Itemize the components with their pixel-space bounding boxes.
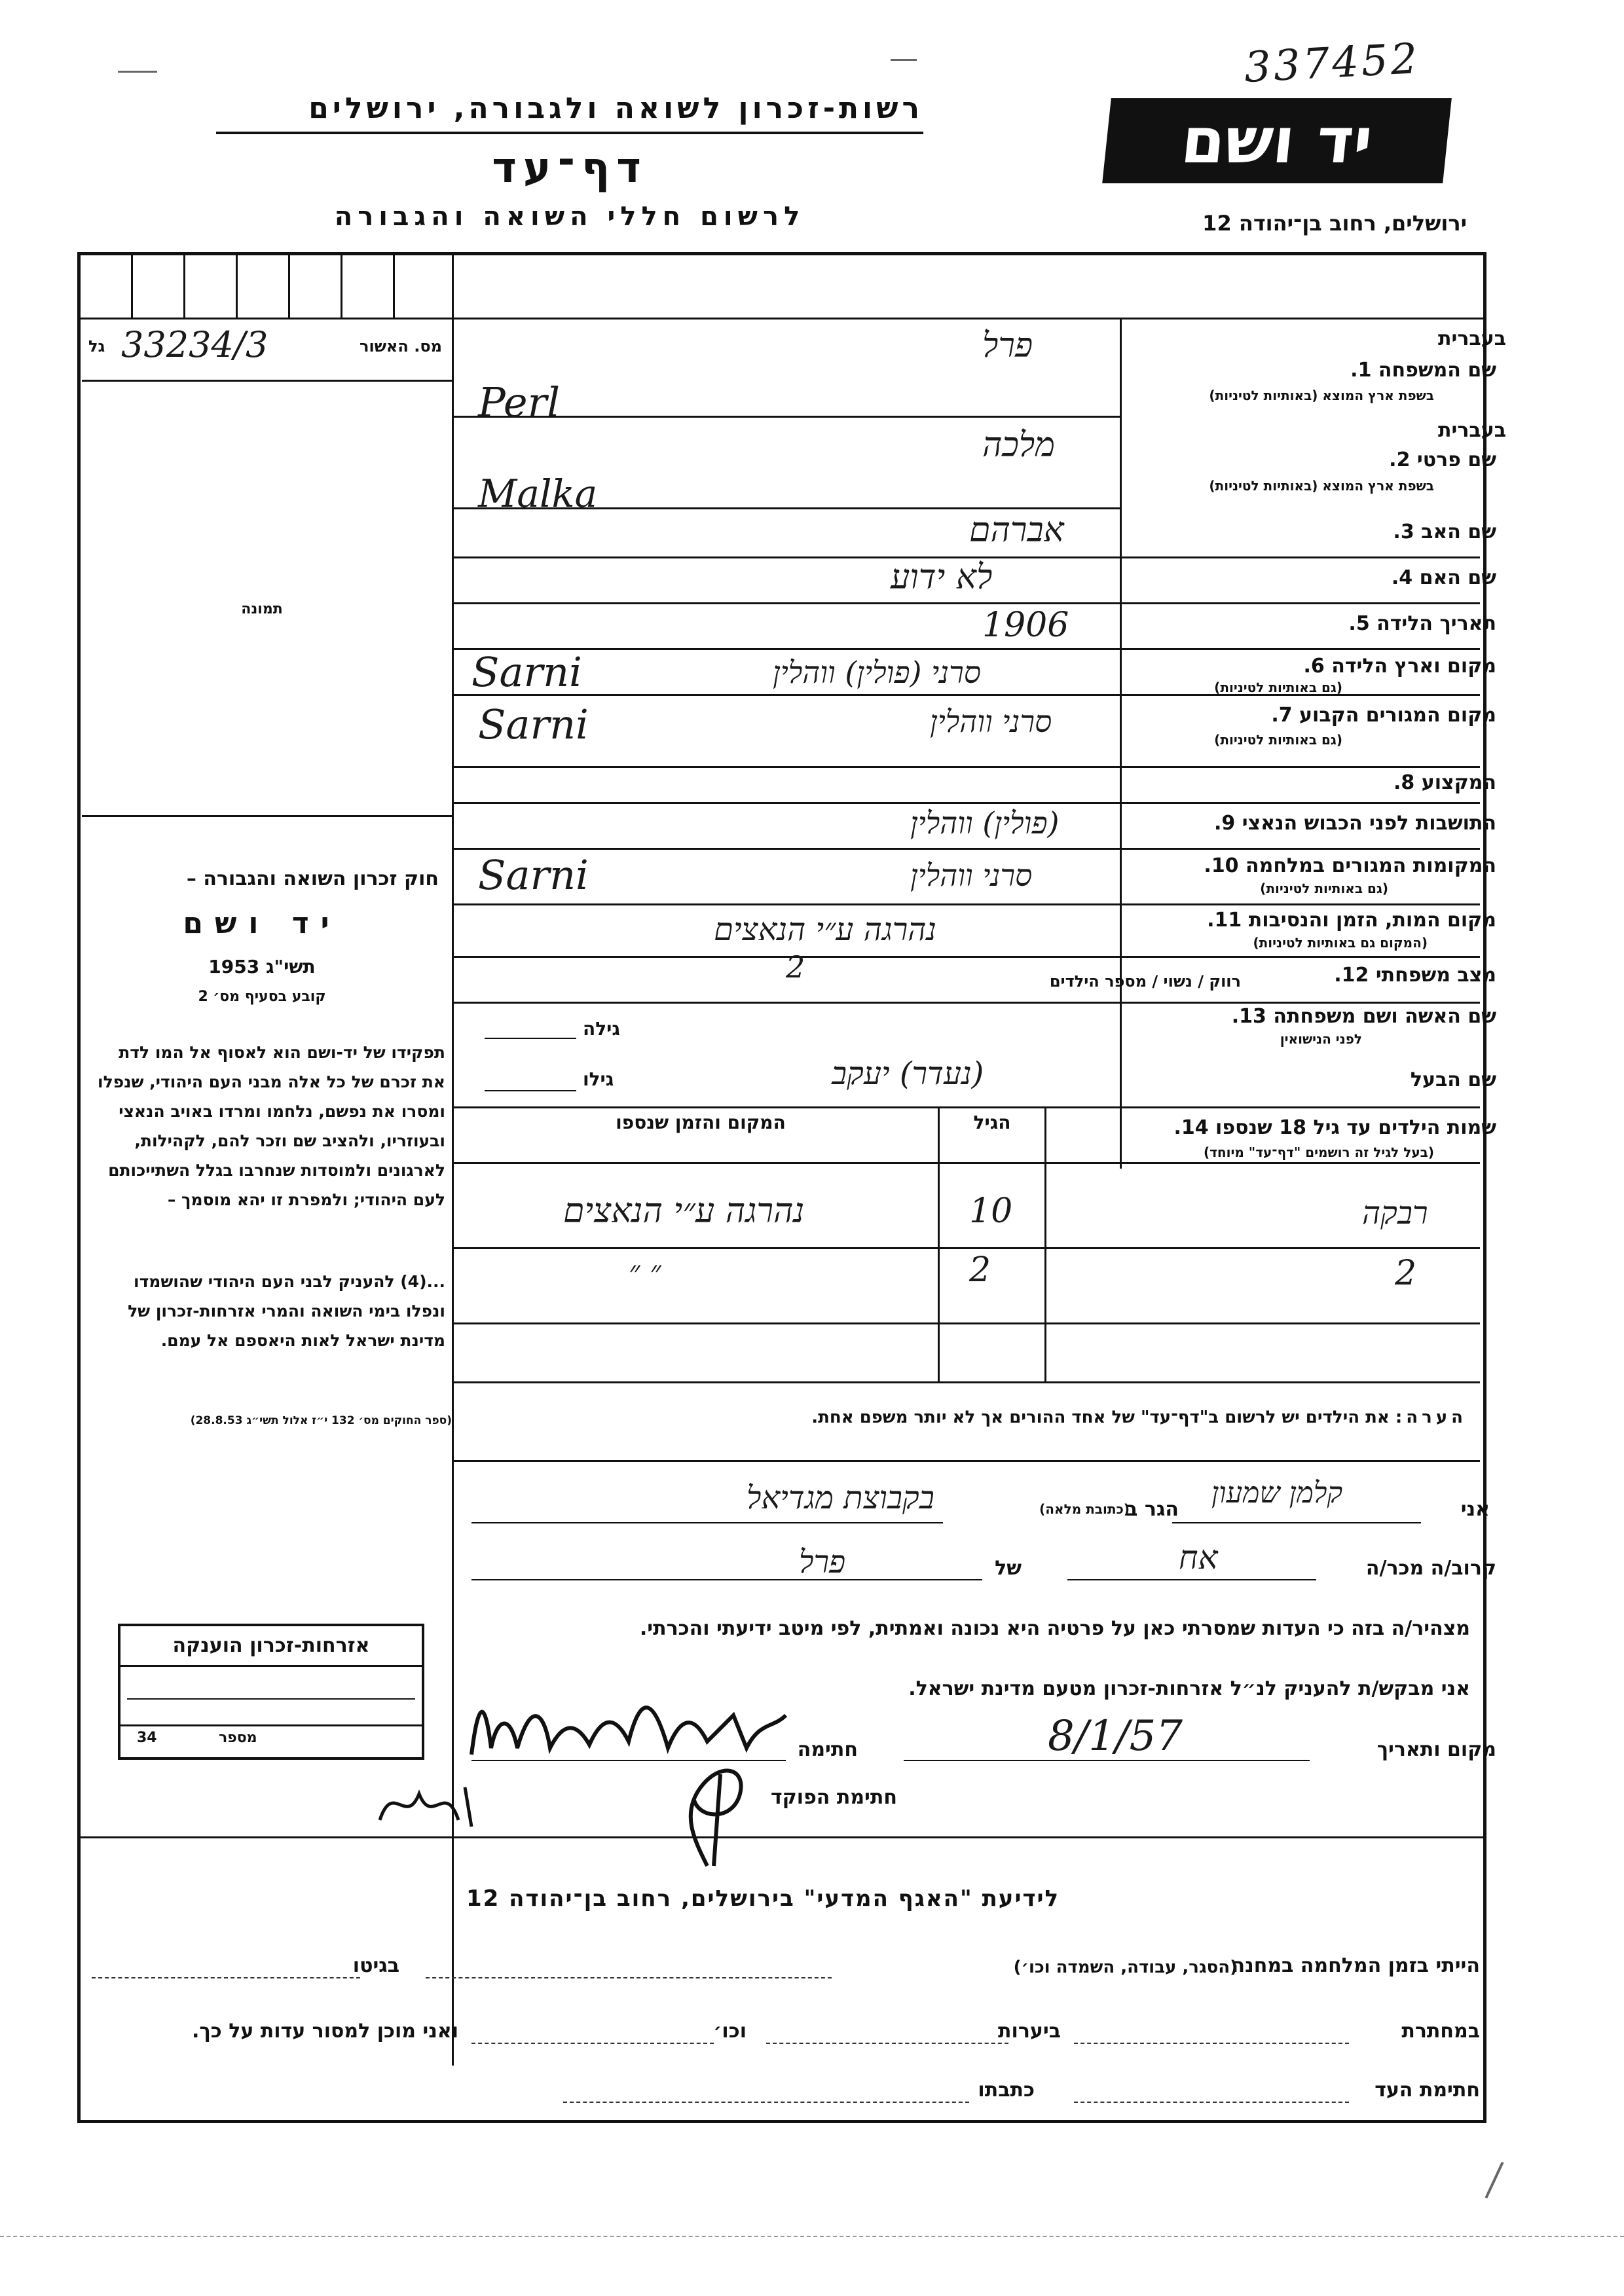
field-2-latin[interactable]: Malka: [478, 471, 598, 516]
decl-relation-line[interactable]: [1067, 1579, 1316, 1580]
clerk-signature: [642, 1735, 786, 1879]
citizenship-title: אזרחות-זכרון הוענקה: [120, 1634, 422, 1667]
field-9-label: התושבות לפני הכבוש הנאצי 9.: [1213, 812, 1496, 835]
field-6-latin[interactable]: Sarni: [471, 648, 582, 696]
footer-line1-field[interactable]: [426, 1977, 832, 1978]
field-8-label: המקצוע 8.: [1393, 771, 1496, 794]
field-9-value[interactable]: (פולין) ווהלין: [910, 805, 1060, 841]
decl-i-value[interactable]: קלמן שמעון: [1211, 1476, 1343, 1510]
field-13-label: שם האשה ושם משפחתה 13.: [1231, 1005, 1496, 1028]
decl-place-date-label: מקום ותאריך: [1376, 1738, 1496, 1761]
field-13-age-line[interactable]: [485, 1038, 576, 1039]
field-10-label: המקומות המגורים במלחמה 10.: [1204, 854, 1496, 877]
decl-of-label: של: [995, 1557, 1022, 1580]
decl-relation-value[interactable]: אח: [1179, 1539, 1218, 1576]
field-11-value[interactable]: נהרגה ע״י הנאצים: [714, 911, 937, 948]
decl-residing-sub: (כתובת מלאה): [1039, 1501, 1130, 1517]
decl-signature-label: חתימה: [797, 1738, 858, 1761]
field-1-label: שם המשפחה 1.: [1350, 359, 1496, 382]
scan-edge-line: [0, 2236, 1624, 2237]
field-10-sub: (גם באותיות לטיניות): [1260, 881, 1388, 896]
law-section: קובע בסעיף מס׳ 2: [198, 989, 326, 1005]
field-4-label: שם האם 4.: [1391, 566, 1496, 589]
field-13-sub: לפני הנישואין: [1280, 1031, 1362, 1047]
footer-line1-sub: (הסגר, עבודה, השמדה וכו׳): [1013, 1958, 1238, 1977]
field-10-latin[interactable]: Sarni: [478, 851, 589, 899]
field-1-hebrew[interactable]: פרל: [982, 326, 1033, 365]
scan-mark: [118, 71, 157, 73]
children-col-age: הגיל: [973, 1112, 1011, 1133]
form-subtitle: לרשום חללי השואה והגבורה: [334, 202, 805, 232]
decl-residing-line[interactable]: [471, 1522, 943, 1523]
child-2-age[interactable]: 2: [969, 1250, 991, 1290]
field-7-latin[interactable]: Sarni: [478, 701, 589, 748]
footer-forest-field[interactable]: [766, 2043, 1008, 2044]
footer-heading: לידיעת "האגף המדעי" בירושלים, רחוב בן־יהודה 12: [466, 1886, 1060, 1912]
field-6-label: מקום וארץ הלידה 6.: [1303, 655, 1496, 678]
note: [498, 1408, 1467, 1427]
children-title-sub: (בעל לגיל זה רושמים "דף־עד" מיוחד): [1203, 1144, 1434, 1160]
field-4-value[interactable]: לא ידוע: [891, 558, 993, 597]
scan-mark: [1485, 2162, 1504, 2198]
field-5-label: תאריך הלידה 5.: [1348, 612, 1496, 635]
field-10-value[interactable]: סרני ווהלין: [910, 858, 1033, 893]
note-label: הערה:: [1395, 1408, 1467, 1427]
husband-age-label: גילו: [583, 1068, 614, 1090]
field-1-heb-tag: בעברית: [1438, 327, 1506, 350]
footer-line2-mid: ביערות: [998, 2020, 1061, 2043]
field-5-value[interactable]: 1906: [982, 606, 1069, 645]
decl-of-value[interactable]: פרל: [799, 1544, 846, 1580]
field-6-sub: (גם באותיות לטיניות): [1214, 680, 1342, 695]
footer-ghetto-field[interactable]: [92, 1977, 360, 1978]
decl-clerk-signature-label: חתימת הפוקד: [771, 1786, 897, 1809]
footer-witness-sign-field[interactable]: [1074, 2102, 1349, 2103]
law-logo: יד ושם: [183, 907, 341, 940]
field-1-latin[interactable]: Perl: [478, 378, 561, 426]
child-1-place[interactable]: נהרגה ע״י הנאצים: [563, 1192, 805, 1231]
field-3-label: שם האב 3.: [1393, 520, 1496, 543]
field-12-extra-value[interactable]: 2: [786, 949, 805, 985]
footer-underground-field[interactable]: [1074, 2043, 1349, 2044]
decl-confirm-text: מצהיר/ה בזה כי העדות שמסרתי כאן על פרטיה היא נכונה ואמתית, לפי מיטב ידיעתי והכרתי.: [639, 1617, 1470, 1640]
field-12-label: מצב משפחתי 12.: [1334, 964, 1496, 987]
approval-block: [82, 324, 449, 370]
law-text-1: תפקידו של יד-ושם הוא לאסוף אל המו לדת את זכרם של כל אלה מבני העם היהודי, שנפלו ומסרו את נפשם, נלחמו ומרדו באויב הנאצי ובעוזריו, ולהציב שם וזכר להם, לקהילות, לארגונים ולמוסדות שנחרבו בגלל השתייכותם לעם היהודי; ולמפרת זו יהא מוסמך –: [98, 1043, 445, 1209]
footer-etc-field[interactable]: [471, 2043, 714, 2044]
field-2-hebrew[interactable]: מלכה: [982, 426, 1056, 465]
law-title: חוק זכרון השואה והגבורה –: [186, 867, 439, 890]
footer-address-field[interactable]: [563, 2102, 969, 2103]
law-text-2: ...(4) להעניק לבני העם היהודי שהושמדו ונפלו בימי השואה והמרי אזרחות-זכרון של מדינת ישראל לאות היאספם אל עמם.: [128, 1272, 445, 1350]
field-2-label: שם פרטי 2.: [1389, 448, 1496, 471]
decl-of-line[interactable]: [471, 1579, 982, 1580]
field-2-heb-tag: בעברית: [1438, 419, 1506, 442]
scan-mark: [891, 59, 917, 61]
decl-residing-label: הגר ב: [1126, 1498, 1179, 1521]
field-2-sub: בשפת ארץ המוצא (באותיות לטיניות): [1209, 478, 1434, 494]
field-7-label: מקום המגורים הקבוע 7.: [1271, 704, 1496, 727]
approval-label: מס. האשור: [360, 337, 442, 355]
photo-label: תמונה: [241, 601, 283, 617]
field-7-value[interactable]: סרני ווהלין: [930, 704, 1052, 739]
citizenship-box: [118, 1624, 424, 1760]
address: ירושלים, רחוב בן־יהודה 12: [1202, 211, 1467, 236]
field-3-value[interactable]: אברהם: [969, 511, 1064, 550]
husband-value[interactable]: (נעדר) יעקב: [832, 1055, 984, 1092]
children-title: שמות הילדים עד גיל 18 שנספו 14.: [1173, 1116, 1496, 1139]
husband-age-line[interactable]: [485, 1090, 576, 1091]
field-7-sub: (גם באותיות לטיניות): [1214, 732, 1342, 748]
field-1-sub: בשפת ארץ המוצא (באותיות לטיניות): [1209, 388, 1434, 403]
note-text: את הילדים יש לרשום ב"דף־עד" של אחד ההורים אך לא יותר משפם אחת.: [811, 1408, 1390, 1427]
child-2-place[interactable]: ״ ״: [629, 1254, 661, 1289]
margin-initials: [367, 1768, 485, 1840]
field-11-sub: (המקום גם באותיות לטיניות): [1253, 935, 1428, 951]
field-11-label: מקום המות, הזמן והנסיבות 11.: [1207, 909, 1496, 932]
law-year: תשי"ג 1953: [208, 956, 316, 977]
child-2-name[interactable]: 2: [1395, 1254, 1417, 1293]
footer-line2-label: במחתרת: [1401, 2020, 1480, 2043]
decl-request-text: אני מבקש/ת להעניק לנ״ל אזרחות-זכרון מטעם מדינת ישראל.: [908, 1677, 1470, 1700]
footer-line3-addr: כתבתו: [978, 2079, 1035, 2102]
yad-vashem-logo: [1102, 98, 1452, 183]
form-title: דף־עד: [492, 144, 648, 192]
decl-relation-label: קרוב/ה מכר/ה: [1365, 1557, 1496, 1580]
footer-line3-label: חתימת העד: [1375, 2079, 1480, 2102]
child-1-name[interactable]: רבקה: [1362, 1195, 1428, 1231]
field-13-age-label: גילה: [583, 1018, 620, 1040]
footer-line1-label: הייתי בזמן המלחמה במחנה: [1231, 1954, 1480, 1977]
logo-text: יד ושם: [1177, 104, 1376, 177]
citizenship-number-label: מספר: [219, 1730, 257, 1746]
children-col-place: המקום והזמן שנספו: [616, 1112, 786, 1133]
approval-value: 33234/3: [121, 324, 268, 365]
archive-number: 337452: [1243, 35, 1422, 92]
decl-i-label: אני: [1460, 1498, 1490, 1521]
decl-residing-value[interactable]: בקבוצת מגדיאל: [747, 1480, 934, 1516]
field-12-extra-label: רווק / נשוי / מספר הילדים: [1049, 972, 1241, 991]
child-1-age[interactable]: 10: [969, 1192, 1013, 1231]
authority-title: רשות-זכרון לשואה ולגבורה, ירושלים: [216, 92, 923, 134]
footer-line2-etc: וכו׳: [713, 2020, 747, 2043]
field-6-value[interactable]: סרני (פולין) ווהלין: [773, 655, 981, 690]
footer-line2-tail: ואני מוכן למסור עדות על כך.: [192, 2020, 458, 2043]
approval-suffix: גל: [88, 337, 105, 355]
footer-line1-tail: בגיטו: [352, 1954, 399, 1977]
husband-label: שם הבעל: [1410, 1068, 1496, 1091]
citizenship-number-value: 34: [137, 1730, 157, 1746]
decl-i-line[interactable]: [1172, 1522, 1421, 1523]
decl-date-value[interactable]: 8/1/57: [1048, 1712, 1183, 1760]
law-reference: (ספר החוקים מס׳ 132 י״ז אלול תשי״ג 28.8.53): [190, 1414, 452, 1427]
